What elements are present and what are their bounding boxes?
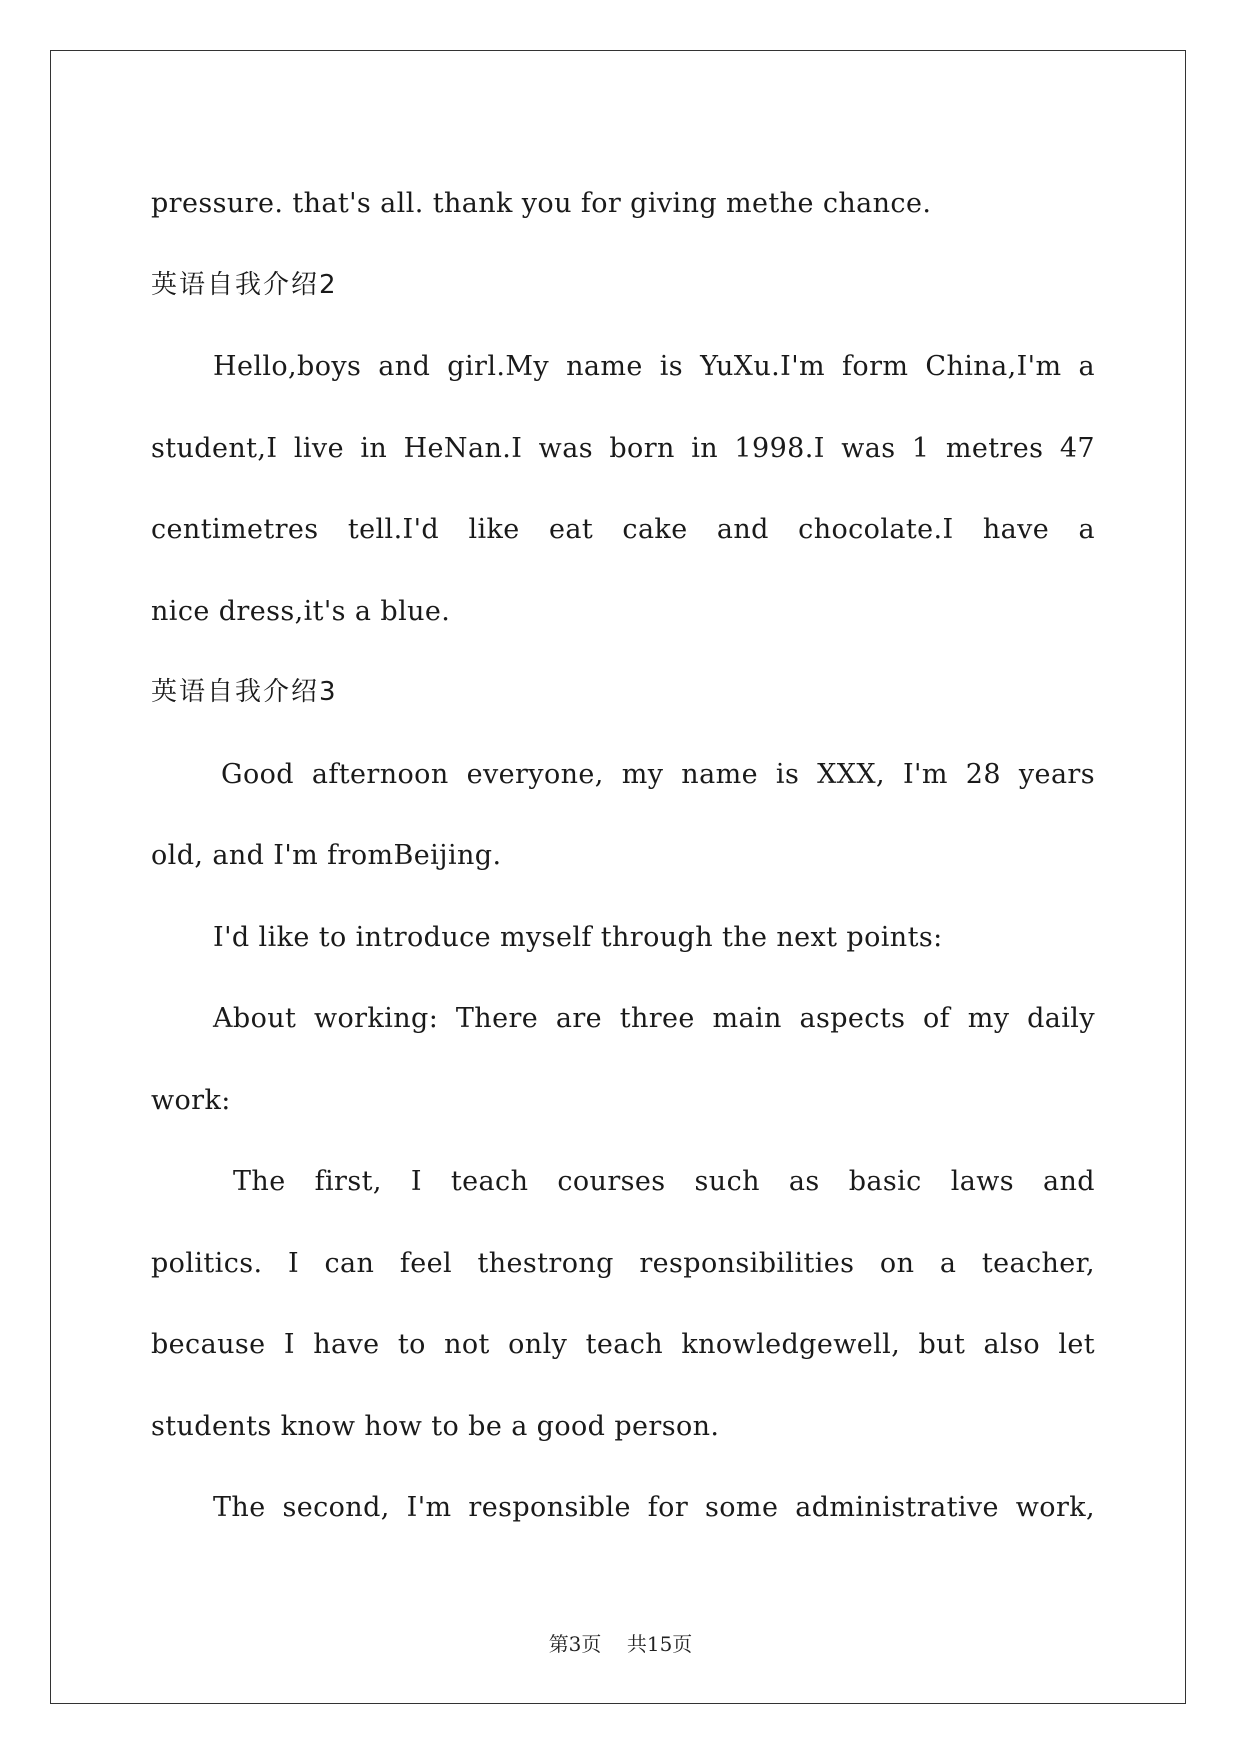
paragraph-line: Good afternoon everyone, my name is XXX, I'm 28 years xyxy=(221,758,1095,790)
paragraph-line: because I have to not only teach knowledgewell, but also let xyxy=(151,1329,1095,1360)
section-heading: 英语自我介绍3 xyxy=(151,677,338,707)
paragraph-line: About working: There are three main aspects of my daily xyxy=(213,1003,1095,1034)
paragraph-line: old, and I'm fromBeijing. xyxy=(151,840,502,871)
paragraph-line: students know how to be a good person. xyxy=(151,1410,720,1442)
paragraph-line: I'd like to introduce myself through the next points: xyxy=(213,921,943,953)
document-body xyxy=(151,163,1095,1549)
paragraph-line: student,I live in HeNan.I was born in 1998.I was 1 metres 47 xyxy=(151,432,1095,464)
paragraph-line: centimetres tell.I'd like eat cake and chocolate.I have a xyxy=(151,514,1095,545)
paragraph-line: politics. I can feel thestrong responsibilities on a teacher, xyxy=(151,1247,1095,1279)
page-footer xyxy=(0,1628,1241,1657)
paragraph-line: pressure. that's all. thank you for giving methe chance. xyxy=(151,188,932,219)
paragraph-line: work: xyxy=(151,1084,231,1116)
paragraph-line: Hello,boys and girl.My name is YuXu.I'm form China,I'm a xyxy=(213,351,1095,382)
page-total: 共15页 xyxy=(626,1632,693,1656)
paragraph-line: nice dress,it's a blue. xyxy=(151,595,451,627)
paragraph-line: The second, I'm responsible for some administrative work, xyxy=(213,1492,1095,1523)
section-heading: 英语自我介绍2 xyxy=(151,269,338,300)
paragraph-line: The first, I teach courses such as basic laws and xyxy=(233,1166,1095,1197)
page-number: 第3页 xyxy=(548,1632,602,1656)
